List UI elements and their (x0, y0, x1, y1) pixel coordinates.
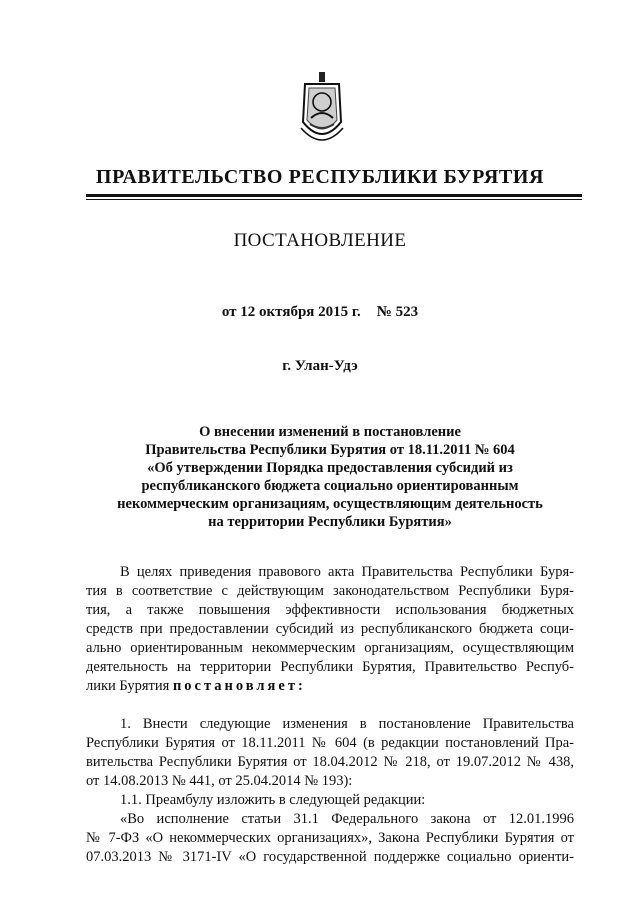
header-rule-thick (86, 194, 582, 197)
document-body (86, 563, 574, 867)
header-rule-thin (86, 199, 582, 200)
coat-of-arms-icon (295, 72, 349, 152)
body-line: вительства Республики Бурятия от 18.04.2012 № 218, от 19.07.2012 № 438, (86, 754, 574, 770)
body-line: деятельность на территории Республики Бурятия, Правительство Респуб- (86, 659, 574, 675)
government-title: ПРАВИТЕЛЬСТВО РЕСПУБЛИКИ БУРЯТИЯ (95, 166, 545, 188)
body-line: 1.1. Преамбулу изложить в следующей редакции: (120, 792, 426, 808)
body-line: 1. Внести следующие изменения в постановление Правительства (120, 716, 574, 732)
paragraph-gap (86, 696, 574, 715)
document-type: ПОСТАНОВЛЕНИЕ (233, 230, 407, 251)
subject-line: Правительства Республики Бурятия от 18.11.2011 № 604 (145, 442, 515, 458)
item-1-paragraph (86, 715, 574, 791)
item-1-1-paragraph (86, 791, 574, 810)
subject-line: некоммерческим организациям, осуществляющим деятельность (117, 496, 543, 512)
document-date: от 12 октября 2015 г. (221, 304, 361, 320)
body-line: 07.03.2013 № 3171-IV «О государственной поддержке социально ориенти- (86, 849, 574, 865)
preamble-paragraph (86, 563, 574, 696)
body-line: тия в соответствие с действующим законодательством Республики Буря- (86, 583, 574, 599)
quote-paragraph (86, 810, 574, 867)
subject-line: «Об утверждении Порядка предоставления субсидий из (147, 460, 513, 476)
date-number-line (0, 304, 640, 321)
body-line: № 7-ФЗ «О некоммерческих организациях», Закона Республики Бурятия от (86, 830, 574, 846)
body-line: средств при предоставлении субсидий из республиканского бюджета соци- (86, 621, 574, 637)
preamble-ending: лики Бурятия (86, 678, 170, 694)
body-line: тия, а также повышения эффективности использования бюджетных (86, 602, 574, 618)
document-number: № 523 (376, 304, 419, 320)
subject-line: республиканского бюджета социально ориентированным (141, 478, 519, 494)
body-line: В целях приведения правового акта Правительства Республики Буря- (120, 564, 574, 580)
body-line: ально ориентированным некоммерческим организациям, осуществляющим (86, 640, 574, 656)
body-line-last (86, 677, 574, 696)
document-subject (90, 423, 570, 531)
decree-word: постановляет: (172, 678, 306, 694)
body-line: Республики Бурятия от 18.11.2011 № 604 (в редакции постановлений Пра- (86, 735, 574, 751)
subject-line: на территории Республики Бурятия» (208, 514, 452, 530)
subject-line: О внесении изменений в постановление (199, 424, 461, 440)
body-line: «Во исполнение статьи 31.1 Федерального закона от 12.01.1996 (120, 811, 574, 827)
body-line: от 14.08.2013 № 441, от 25.04.2014 № 193): (86, 773, 353, 789)
city: г. Улан-Удэ (282, 358, 358, 374)
